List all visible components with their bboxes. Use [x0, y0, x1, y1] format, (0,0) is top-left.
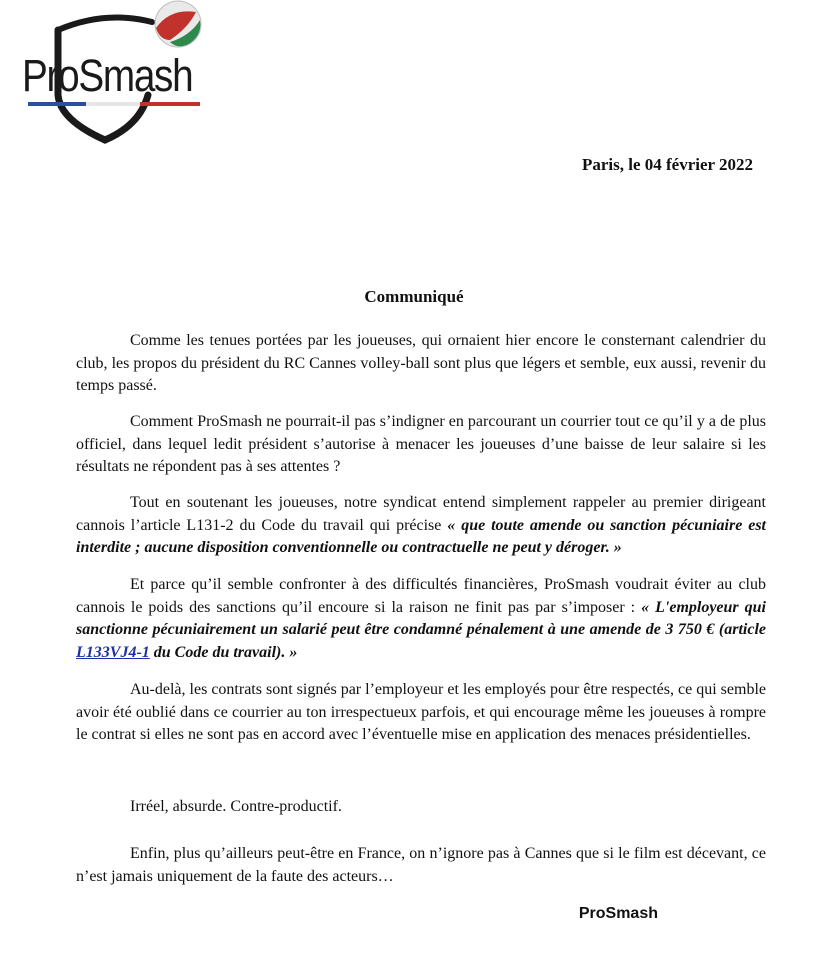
paragraph-5: Au-delà, les contrats sont signés par l’employeur et les employés pour être respectés, ce qui semble avoir été oublié dans ce courrier au ton irrespectueux parfois, et qui encourage même les joueuses à rompre le contrat si elles ne sont pas en accord avec l’éventuelle mise en application des menaces présidentielles. [76, 681, 766, 743]
paragraph-3 [76, 492, 766, 560]
paragraph-6: Irréel, absurde. Contre-productif. [130, 798, 342, 815]
paragraph-4 [76, 574, 766, 664]
signature: ProSmash [578, 905, 658, 922]
legal-quote-1: « que toute amende ou sanction pécuniaire est interdite ; aucune disposition conventionnelle ou contractuelle ne peut y déroger. » [76, 516, 767, 556]
prosmash-logo [20, 0, 210, 150]
logo-text: ProSmash [22, 50, 193, 101]
document-title: Communiqué [364, 287, 464, 306]
date-line: Paris, le 04 février 2022 [581, 155, 753, 174]
paragraph-3-text: Tout en soutenant les joueuses, notre syndicat entend simplement rappeler au premier dirigeant cannois l’article L131-2 du Code du travail qui précise [76, 494, 766, 534]
paragraph-4-text: Et parce qu’il semble confronter à des difficultés financières, ProSmash voudrait éviter au club cannois le poids des sanctions qu’il encoure si la raison ne finit pas par s’imposer : [76, 576, 766, 616]
legal-quote-2-part-a: « L'employeur qui sanctionne pécuniairement un salarié peut être condamné pénalement à une amende de 3 750 € (article [76, 598, 766, 638]
paragraph-7: Enfin, plus qu’ailleurs peut-être en France, on n’ignore pas à Cannes que si le film est décevant, ce n’est jamais uniquement de la faute des acteurs… [76, 845, 766, 885]
article-link[interactable]: L133VJ4-1 [76, 643, 150, 661]
paragraph-1: Comme les tenues portées par les joueuses, qui ornaient hier encore le consternant calendrier du club, les propos du président du RC Cannes volley-ball sont plus que légers et semble, eux aussi, revenir du temps passé. [76, 332, 766, 394]
legal-quote-2-part-b: du Code du travail). » [149, 643, 298, 661]
paragraph-2: Comment ProSmash ne pourrait-il pas s’indigner en parcourant un courrier tout ce qu’il y a de plus officiel, dans lequel ledit président s’autorise à menacer les joueuses d’une baisse de leur salaire si les résultats ne répondent pas à ses attentes ? [76, 413, 766, 475]
